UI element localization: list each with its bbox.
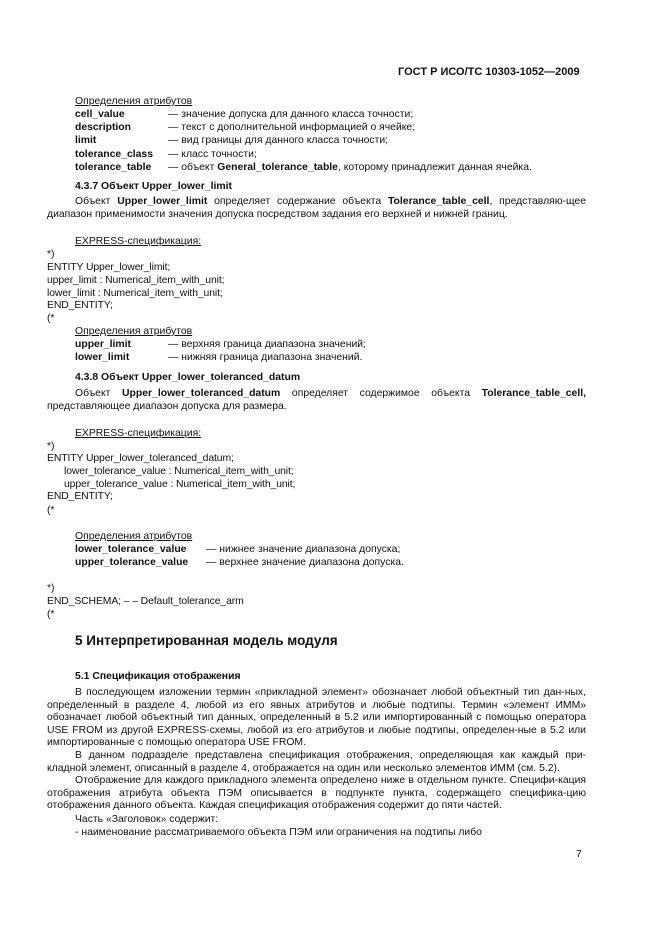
attr-desc-description: — текст с дополнительной информацией о ячейке; [168, 122, 416, 133]
code-line: ENTITY Upper_lower_toleranced_datum; [47, 453, 234, 464]
section-heading-4-3-7: 4.3.7 Объект Upper_lower_limit [75, 181, 232, 192]
code-line: END_ENTITY; [47, 491, 113, 502]
paragraph-5-1-c: Отображение для каждого прикладного элемента определено ниже в отдельном пункте. Специфи-кация отображения атрибута объекта ПЭМ описывается в подпункте пункта, содержащего специфика-цию отображения данного объекта. Каждая спецификация отображения содержит до пяти частей. [47, 775, 586, 812]
attr-desc-limit: — вид границы для данного класса точности; [168, 135, 389, 146]
paragraph-5-1-a: В последующем изложении термин «прикладной элемент» обозначает любой объектный тип дан-ных, определенный в разделе 4, любой из его явных атрибутов и любые подтипы. Термин «элемент ИММ» обозначает любой объектный тип данных, определенный в 5.2 или импортированный с помощью оператора USE FROM из другой EXPRESS-схемы, любой из его атрибутов и любые подтипы, определен-ные в 5.2 или импортированные с помощью оператора USE FROM. [47, 687, 586, 749]
code-line: *) [47, 441, 55, 452]
code-line: *) [47, 583, 55, 594]
code-line: lower_limit : Numerical_item_with_unit; [47, 288, 223, 299]
code-line: (* [47, 609, 55, 620]
attr-name-upper-tolerance-value: upper_tolerance_value [75, 557, 189, 568]
attr-name-cell-value: cell_value [75, 109, 125, 120]
code-line: END_ENTITY; [47, 300, 113, 311]
code-line: (* [47, 505, 55, 516]
attr-name-upper-limit: upper_limit [75, 339, 132, 350]
attr-desc-lower-limit: — нижняя граница диапазона значений. [168, 352, 363, 363]
attr-heading: Определения атрибутов [75, 96, 193, 107]
attr-name-tolerance-class: tolerance_class [75, 149, 153, 160]
code-line: upper_tolerance_value : Numerical_item_with_unit; [64, 479, 296, 490]
code-line: *) [47, 249, 55, 260]
attr-desc-cell-value: — значение допуска для данного класса точности; [168, 109, 414, 120]
attr-name-tolerance-table: tolerance_table [75, 162, 152, 173]
page-number: 7 [576, 849, 582, 860]
section-heading-4-3-8: 4.3.8 Объект Upper_lower_toleranced_datum [75, 372, 301, 383]
code-line: ENTITY Upper_lower_limit; [47, 262, 171, 273]
attr-heading: Определения атрибутов [75, 531, 193, 542]
attr-name-lower-tolerance-value: lower_tolerance_value [75, 544, 187, 555]
section-heading-5-1: 5.1 Спецификация отображения [75, 671, 241, 682]
attr-desc-upper-limit: — верхняя граница диапазона значений; [168, 339, 366, 350]
express-label-4-3-7: EXPRESS-спецификация: [75, 236, 202, 247]
attr-name-description: description [75, 122, 132, 133]
list-item: - наименование рассматриваемого объекта ПЭМ или ограничения на подтипы либо [75, 827, 482, 838]
paragraph-5-1-d: Часть «Заголовок» содержит: [75, 814, 219, 825]
attr-heading: Определения атрибутов [75, 326, 193, 337]
attr-name-limit: limit [75, 135, 97, 146]
attr-desc-tolerance-class: — класс точности; [168, 149, 257, 160]
code-line: (* [47, 313, 55, 324]
paragraph-5-1-b: В данном подразделе представлена спецификация отображения, определяющая как каждый при-кладной элемент, описанный в разделе 4, отображается на один или несколько элементов ИММ (см. 5.2). [47, 750, 586, 774]
attr-desc-upper-tolerance-value: — верхнее значение диапазона допуска. [206, 557, 404, 568]
attr-desc-tolerance-table: — объект General_tolerance_table, которому принадлежит данная ячейка. [168, 162, 532, 173]
section-heading-5: 5 Интерпретированная модель модуля [75, 633, 338, 648]
attr-name-lower-limit: lower_limit [75, 352, 130, 363]
code-line: lower_tolerance_value : Numerical_item_with_unit; [64, 466, 294, 477]
code-line: END_SCHEMA; – – Default_tolerance_arm [47, 596, 244, 607]
express-label-4-3-8: EXPRESS-спецификация: [75, 428, 202, 439]
paragraph-4-3-7: Объект Upper_lower_limit определяет содержание объекта Tolerance_table_cell, представляю-щее диапазон применимости значения допуска посредством задания его верхней и нижней границ. [47, 196, 587, 220]
code-line: upper_limit : Numerical_item_with_unit; [47, 275, 225, 286]
document-id: ГОСТ Р ИСО/ТС 10303-1052—2009 [398, 66, 580, 78]
attr-desc-lower-tolerance-value: — нижнее значение диапазона допуска; [206, 544, 401, 555]
paragraph-4-3-8: Объект Upper_lower_toleranced_datum определяет содержимое объекта Tolerance_table_cell, представляющее диапазон допуска для размера. [47, 388, 586, 412]
